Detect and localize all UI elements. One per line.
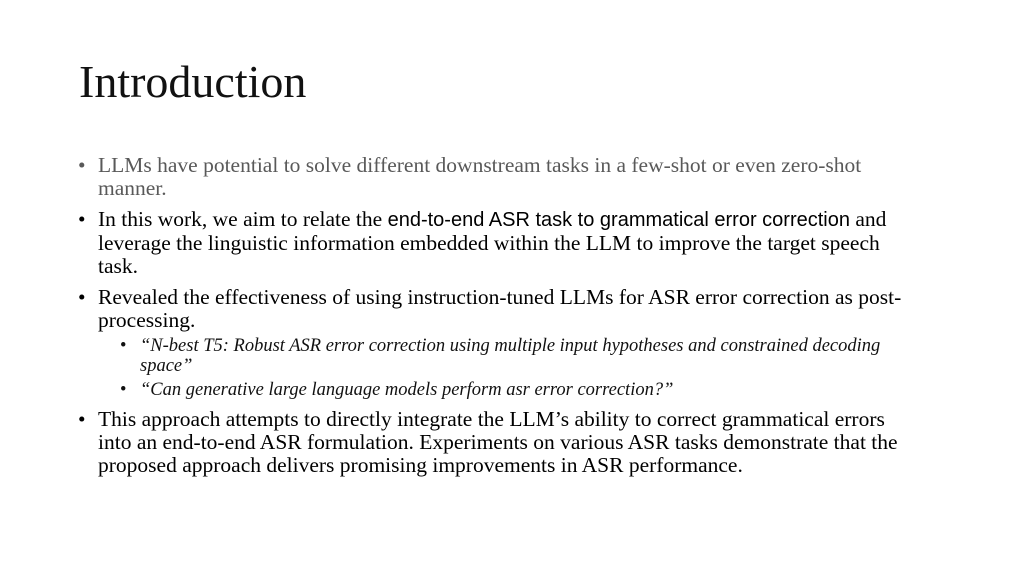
highlighted-phrase: end-to-end ASR task to grammatical error correction <box>387 209 850 231</box>
bullet-revealed-effectiveness <box>78 286 918 400</box>
bullet-text-prefix: In this work, we aim to relate the <box>98 207 388 231</box>
bullet-text-suffix: and leverage the linguistic information embedded within the LLM to improve the target speech task. <box>98 207 887 278</box>
bullet-list <box>78 154 918 477</box>
bullet-llm-potential <box>78 154 918 200</box>
slide-content <box>78 154 918 485</box>
sub-bullet-text: “N-best T5: Robust ASR error correction using multiple input hypotheses and constrained decoding space” <box>140 336 881 376</box>
bullet-text: LLMs have potential to solve different downstream tasks in a few-shot or even zero-shot manner. <box>98 153 862 200</box>
bullet-text: This approach attempts to directly integrate the LLM’s ability to correct grammatical errors into an end-to-end ASR formulation. Experiments on various ASR tasks demonstrate that the proposed approach delivers promising improvements in ASR performance. <box>98 407 898 477</box>
sub-bullet-list <box>98 336 918 400</box>
bullet-text: Revealed the effectiveness of using instruction-tuned LLMs for ASR error correction as post-processing. <box>98 285 902 332</box>
bullet-this-work <box>78 208 918 278</box>
bullet-approach <box>78 408 918 477</box>
sub-bullet-nbest-t5 <box>98 336 918 376</box>
slide-title: Introduction <box>79 56 307 107</box>
sub-bullet-text: “Can generative large language models perform asr error correction?” <box>140 380 674 400</box>
sub-bullet-generative-llm <box>98 380 918 400</box>
